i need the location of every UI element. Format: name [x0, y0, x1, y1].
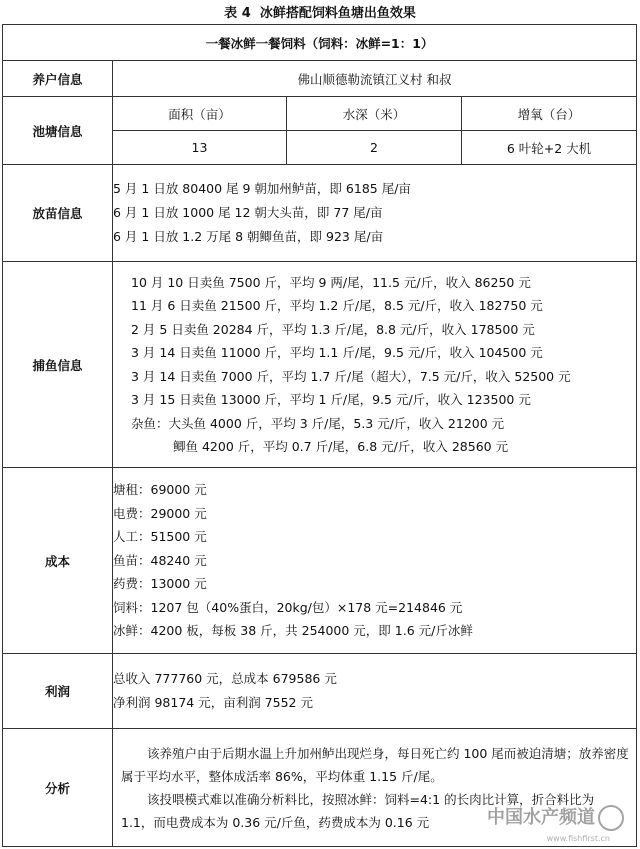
cost-line: 饲料：1207 包（40%蛋白，20kg/包）×178 元=214846 元	[113, 599, 463, 615]
mode-header: 一餐冰鲜一餐饲料（饲料：冰鲜=1：1）	[3, 25, 637, 61]
stocking-content	[113, 165, 637, 262]
harvest-line: 3 月 14 日卖鱼 11000 斤，平均 1.1 斤/尾，9.5 元/斤，收入 104500 元	[131, 345, 543, 360]
stocking-line: 6 月 1 日放 1.2 万尾 8 朝鲫鱼苗，即 923 尾/亩	[113, 229, 384, 244]
harvest-line: 10 月 10 日卖鱼 7500 斤，平均 9 两/尾，11.5 元/斤，收入 86250 元	[131, 274, 531, 290]
cost-line: 鱼苗：48240 元	[113, 552, 207, 568]
pond-value-depth: 2	[287, 131, 462, 165]
analysis-label: 分析	[3, 729, 113, 847]
profit-line: 净利润 98174 元，亩利润 7552 元	[113, 695, 313, 710]
pond-value-area: 13	[113, 131, 287, 165]
caption-text: 冰鲜搭配饲料鱼塘出鱼效果	[259, 6, 416, 21]
fish-pond-table	[2, 24, 637, 847]
profit-line: 总收入 777760 元，总成本 679586 元	[113, 671, 337, 686]
farmer-value: 佛山顺德勒流镇江义村 和叔	[113, 61, 637, 97]
harvest-content	[113, 262, 637, 468]
harvest-line: 3 月 14 日卖鱼 7000 斤，平均 1.7 斤/尾（超大），7.5 元/斤，收入 52500 元	[131, 368, 571, 384]
stocking-label: 放苗信息	[3, 165, 113, 262]
pond-header-area: 面积（亩）	[113, 97, 287, 131]
cost-label: 成本	[3, 468, 113, 654]
watermark-sub: www.fishfirst.cn	[546, 834, 610, 843]
analysis-paragraph: 该养殖户由于后期水温上升加州鲈出现烂身，每日死亡约 100 尾而被迫清塘；放养密度属于平均水平，整体成活率 86%，平均体重 1.15 斤/尾。	[121, 745, 629, 784]
harvest-line: 3 月 15 日卖鱼 13000 斤，平均 1 斤/尾，9.5 元/斤，收入 123500 元	[131, 392, 531, 407]
harvest-line: 11 月 6 日卖鱼 21500 斤，平均 1.2 斤/尾，8.5 元/斤，收入 182750 元	[131, 298, 543, 313]
analysis-paragraph: 该投喂模式难以准确分析料比，按照冰鲜：饲料=4:1 的长肉比计算，折合料比为 1.1，而电费成本为 0.36 元/斤鱼，药费成本为 0.16 元	[121, 791, 595, 830]
caption-label: 表 4	[224, 6, 251, 21]
watermark	[487, 803, 624, 831]
cost-line: 电费：29000 元	[113, 505, 207, 521]
cost-line: 人工：51500 元	[113, 529, 207, 545]
watermark-text: 中国水产频道	[487, 807, 595, 828]
table-caption	[0, 2, 640, 21]
cost-line: 塘租：69000 元	[113, 482, 207, 498]
harvest-line: 2 月 5 日卖鱼 20284 斤，平均 1.3 斤/尾，8.8 元/斤，收入 178500 元	[131, 321, 535, 337]
harvest-label: 捕鱼信息	[3, 262, 113, 468]
cost-content	[113, 468, 637, 654]
globe-icon	[598, 805, 624, 831]
harvest-line-extra: 鲫鱼 4200 斤，平均 0.7 斤/尾，6.8 元/斤，收入 28560 元	[173, 439, 509, 454]
pond-value-aerator: 6 叶轮+2 大机	[462, 131, 637, 165]
cost-line: 药费：13000 元	[113, 576, 207, 592]
pond-header-depth: 水深（米）	[287, 97, 462, 131]
cost-line: 冰鲜：4200 板，每板 38 斤，共 254000 元，即 1.6 元/斤冰鲜	[113, 623, 473, 639]
profit-content	[113, 654, 637, 729]
stocking-line: 6 月 1 日放 1000 尾 12 朝大头苗，即 77 尾/亩	[113, 205, 383, 220]
pond-label: 池塘信息	[3, 97, 113, 165]
profit-label: 利润	[3, 654, 113, 729]
stocking-line: 5 月 1 日放 80400 尾 9 朝加州鲈苗，即 6185 尾/亩	[113, 181, 411, 196]
harvest-line: 杂鱼：大头鱼 4000 斤，平均 3 斤/尾，5.3 元/斤，收入 21200 元	[131, 415, 505, 431]
farmer-label: 养户信息	[3, 61, 113, 97]
pond-header-aerator: 增氧（台）	[462, 97, 637, 131]
